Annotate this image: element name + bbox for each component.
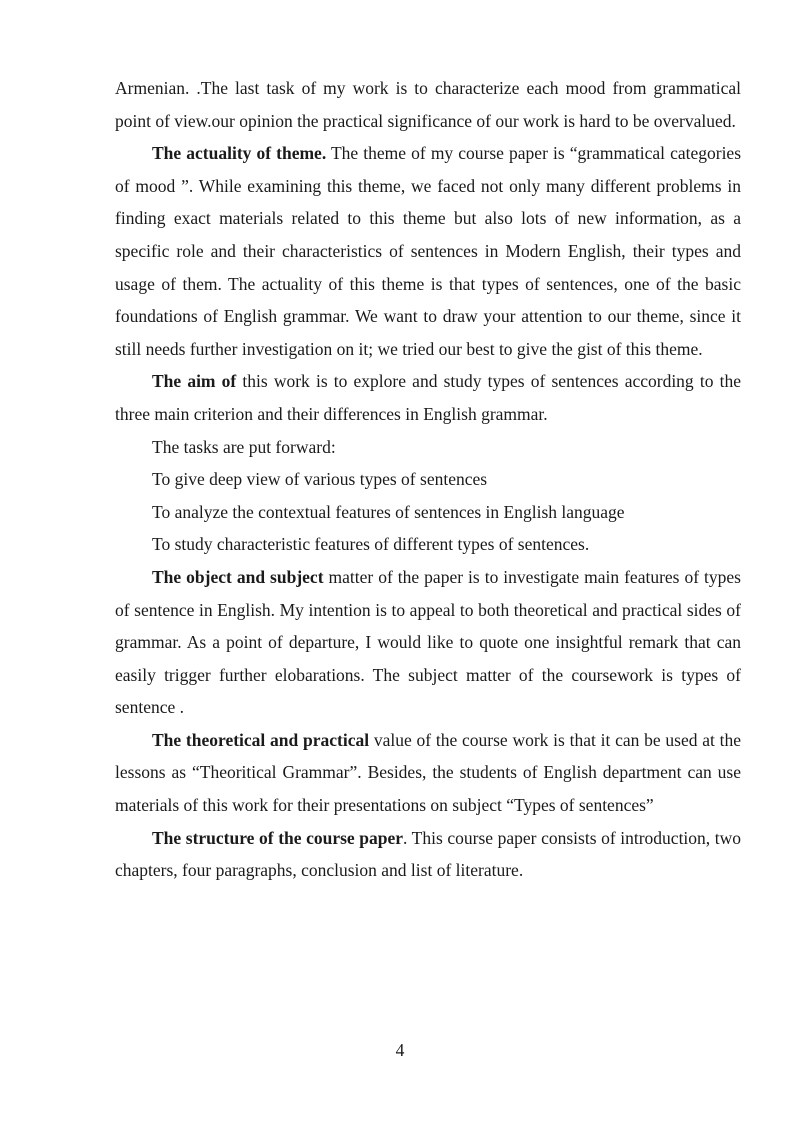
paragraph-actuality [115, 137, 741, 365]
paragraph-structure [115, 822, 741, 887]
heading-actuality: The actuality of theme. [152, 143, 327, 164]
paragraph-object-subject-text: matter of the paper is to investigate main features of types of sentence in English. My intention is to appeal to both theoretical and practical sides of grammar. As a point of departure, I would like to quote one insightful remark that can easily trigger further elobarations. The subject matter of the coursework is types of sentence . [115, 566, 741, 718]
paragraph-aim-text: this work is to explore and study types of sentences according to the three main criterion and their differences in English grammar. [115, 371, 741, 424]
task-item-3: To study characteristic features of different types of sentences. [152, 534, 590, 555]
task-item-1: To give deep view of various types of sentences [152, 469, 488, 490]
paragraph-aim [115, 365, 741, 430]
paragraph-theoretical-practical-text: value of the course work is that it can be used at the lessons as “Theoritical Grammar”. Besides, the students of English department can use materials of this work for their presentations on subject “Types of sentences” [115, 729, 741, 816]
heading-object-subject: The object and subject [152, 566, 324, 587]
paragraph-structure-text: . This course paper consists of introduction, two chapters, four paragraphs, conclusion and list of literature. [115, 827, 741, 881]
heading-aim: The aim of [152, 371, 237, 392]
paragraph-theoretical-practical [115, 724, 741, 822]
heading-structure: The structure of the course paper [152, 827, 404, 848]
paragraph-object-subject [115, 561, 741, 724]
heading-theoretical-practical: The theoretical and practical [152, 729, 370, 750]
paragraph-actuality-text: The theme of my course paper is “grammatical categories of mood ”. While examining this theme, we faced not only many different problems in finding exact materials related to this theme but also lots of new information, as a specific role and their characteristics of sentences in Modern English, their types and usage of them. The actuality of this theme is that types of sentences, one of the basic foundations of English grammar. We want to draw your attention to our theme, since it still needs further investigation on it; we tried our best to give the gist of this theme. [115, 143, 742, 359]
document-body [115, 72, 741, 887]
page-number: 4 [395, 1040, 405, 1060]
task-item-2: To analyze the contextual features of sentences in English language [152, 501, 625, 522]
tasks-intro: The tasks are put forward: [152, 436, 336, 457]
paragraph-intro-continuation: Armenian. .The last task of my work is to characterize each mood from grammatical point of view.our opinion the practical significance of our work is hard to be overvalued. [115, 78, 741, 131]
